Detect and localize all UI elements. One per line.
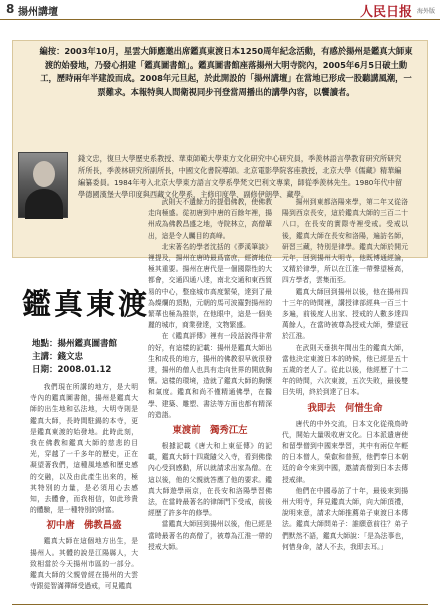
footer-rule	[12, 604, 428, 605]
paragraph: 鑑真大師在這個地方出生，是揚州人。其體的說是江陽縣人，大致相當於今天揚州市區的一部分。鑑真大師的父親曾經在揚州的大雲寺跟從智滿禪師受過戒，可見鑑真	[30, 537, 138, 591]
paragraph: 鑑真大師回到揚州以後，他在揚州四十三年的時間裡，講授律部經典一百三十多遍，前後度人出家、授戒的人數多達四萬餘人，在當時被尊為授戒大師，聲望冠於江淮。	[282, 287, 408, 341]
subheading: 東渡前 獨秀江左	[172, 425, 248, 437]
article-location: 地點：揚州鑑真圖書館	[32, 339, 118, 349]
article-column-2	[148, 197, 272, 553]
section-name: 揚州講壇	[18, 7, 58, 18]
page-number: 8	[6, 2, 15, 16]
paragraph: 揚州到東都洛陽來學，第二年又從洛陽到西京長安，這於鑑真大師的三百二十八口，在長安的實際寺裡受戒。受戒以後，鑑真大師在長安和洛陽，遍訪名師，研習三藏，特別是律學。鑑真大師於開元元年，回到揚州大明寺，他既博通經論，又精於律學，所以在江淮一帶聲望極高，四方學者，雲集而至。	[282, 198, 408, 285]
author-bio: 錢文忠，復旦大學歷史系教授、華東師範大學東方文化研究中心研究員，季羨林語言學教育研究所研究所所長，季羨林研究所副所長，中國文化書院導師。北京電影學院客座教授，北京大學《儒藏》精華編編纂委員。1984年考入北京大學東方語言文學系學梵文巴利文專業，師從季羨林先生。1980年代中留學德國漢堡大學印度與西藏文化學系，主修印度學、副修伊朗學、藏學。	[78, 154, 403, 199]
paragraph: 北宋著名的學者沈括的《夢溪筆談》裡提及，揚州在唐時最爲富庶，經濟地位極其重要。揚州在唐代是一個國際性的大都會，交通四通八達，南北交通和東西貿易的中心，整座城市高度繁榮，達到了最為燦爛的頂點，元朝的馬可波羅對揚州的繁華也極為推崇，在他眼中，這是一個美麗的城市，商業發達，文物繁盛。	[148, 242, 272, 330]
paragraph: 在武則天垂拱年間出生的鑑真大師，當他決定東渡日本的時候，他已經是五十五歲的老人了。從此以後，他經歷了十二年的時間，六次東渡，五次失敗，最後雙目失明，終於到達了日本。	[282, 343, 408, 397]
author-photo-face	[33, 161, 55, 187]
subheading: 我即去 何惜生命	[307, 402, 383, 414]
newspaper-logo: 人民日报	[359, 5, 412, 20]
paragraph: 在《鑑真評傳》裡有一段話說得非常的好，有這樣的記載：揚州是鑑真大師出生和成長的地方，揚州的佛教很早就很發達，揚州的僧人也具有走向世界的開放胸懷。這樣的環境，造就了鑑真大師的胸懷和氣度。鑑真和尚不僅精通佛學，在醫學、建築、雕塑、書法等方面也都有精深的造詣。	[148, 332, 272, 419]
article-column-1	[30, 382, 138, 592]
author-photo	[18, 152, 68, 218]
article-meta	[32, 338, 117, 377]
article-speaker: 主講：錢文忠	[32, 352, 84, 362]
paragraph: 當鑑真大師回到揚州以後，他已經是當時最著名的高僧了，被尊為江淮一帶的授戒大師。	[148, 520, 272, 551]
article-column-3	[282, 197, 408, 553]
editor-note: 編按：2003年10月，星雲大師應邀出席鑑真東渡日本1250周年紀念活動，有感於揚州是鑑真大師東渡的始發地，乃發心捐建「鑑真圖書館」。鑑真圖書館座落揚州大明寺院內，2005年6月5日破土動工，歷時兩年半建設而成。2008年元旦起，於此開設的「揚州講壇」在當地已形成一股聽講風潮，一票難求。本報特與人間衛視同步刊登當周播出的講學內容，以饗讀者。	[39, 46, 413, 97]
paragraph: 根據記載《唐大和上東征傳》的記載，鑑真大師十四歲隨父入寺，看到佛像內心受到感動，所以就請求出家為僧。在這以後，他的父親就答應了他的要求。鑑真大師遊學兩京，在長安和洛陽學習佛法，在當時最著名的律師門下受戒，前後經歷了許多年的修學。	[148, 442, 272, 518]
paragraph: 我們現在所講的地方，是大明寺內的鑑真圖書館，揚州是鑑真大師的出生地和弘法地，大明寺則是鑑真大師，長時間駐錫的本寺，更是鑑真東渡的始發地。此時此刻，我在佛教和鑑真大師的慈悲的目光，穿越了一千多年的歷史，正在凝望著我們，這種風地感和歷史感的交融，以及由此產生出來的，極其特別的力量，是必須用心去感知，去體會，而我相信，如此珍貴的體驗，是一種特別的財富。	[30, 383, 138, 515]
paragraph: 武則天不遺餘力的提倡佛教，使佛教走向極盛。從初唐到中唐的百餘年裡，揚州成為佛教昌盛之地，寺院林立，高僧輩出，這是令人矚目的高峰。	[148, 198, 272, 240]
paragraph: 唐代的中外交流，日本文化從飛鳥時代，開始大量吸收唐文化。日本派遣唐使和留學僧到中國來學習，其中有兩位年輕的日本僧人，榮叡和普照，他們奉日本朝廷的命令來到中國，邀請高僧到日本去傳授戒律。	[282, 419, 408, 484]
subheading: 初中唐 佛教昌盛	[46, 520, 122, 532]
paragraph: 他們在中國尋訪了十年，最後來到揚州大明寺，拜見鑑真大師，向大師頂禮，說明來意，請求大師推薦弟子東渡日本傳法。鑑真大師問弟子：誰願意前往？弟子們默然不語，鑑真大師說：「是為法事也，何惜身命，諸人不去，我即去耳。」	[282, 486, 408, 551]
article-date: 日期：2008.01.12	[32, 365, 112, 375]
newspaper-edition: 海外版	[416, 8, 435, 15]
page-header	[0, 0, 440, 20]
article-title: 鑑真東渡	[22, 287, 151, 321]
author-photo-body	[25, 189, 63, 219]
